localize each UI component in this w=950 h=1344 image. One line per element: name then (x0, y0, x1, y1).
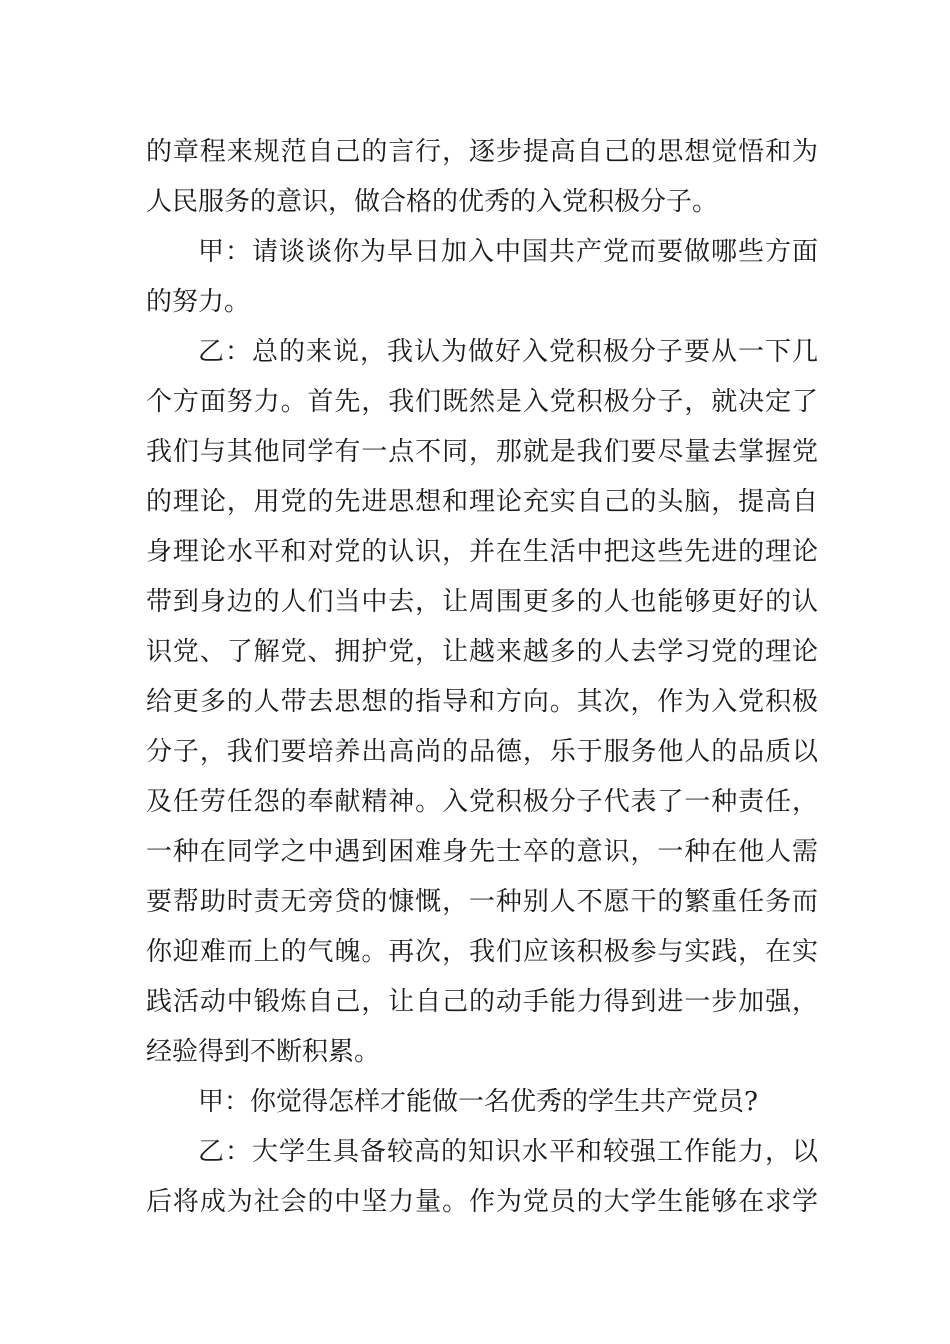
text-line: 分子，我们要培养出高尚的品德，乐于服务他人的品质以 (146, 737, 818, 767)
text-line: 经验得到不断积累。 (146, 1037, 381, 1067)
text-line: 识党、了解党、拥护党，让越来越多的人去学习党的理论 (146, 637, 818, 667)
text-line: 及任劳任怨的奉献精神。入党积极分子代表了一种责任， (146, 787, 818, 817)
text-line: 践活动中锻炼自己，让自己的动手能力得到进一步加强， (146, 987, 818, 1017)
text-line: 身理论水平和对党的认识，并在生活中把这些先进的理论 (146, 537, 818, 567)
text-line: 后将成为社会的中坚力量。作为党员的大学生能够在求学 (146, 1187, 818, 1217)
text-line: 的理论，用党的先进思想和理论充实自己的头脑，提高自 (146, 487, 818, 517)
text-line: 我们与其他同学有一点不同，那就是我们要尽量去掌握党 (146, 437, 818, 467)
document-body (146, 127, 818, 1227)
text-line: 给更多的人带去思想的指导和方向。其次，作为入党积极 (146, 687, 818, 717)
text-line: 带到身边的人们当中去，让周围更多的人也能够更好的认 (146, 587, 818, 617)
text-line: 的努力。 (146, 287, 251, 317)
paragraph-first-line: 乙：总的来说，我认为做好入党积极分子要从一下几 (198, 337, 818, 367)
paragraph-first-line: 甲：请谈谈你为早日加入中国共产党而要做哪些方面 (198, 237, 818, 267)
text-line: 一种在同学之中遇到困难身先士卒的意识，一种在他人需 (146, 837, 818, 867)
paragraph-first-line: 甲：你觉得怎样才能做一名优秀的学生共产党员? (198, 1087, 758, 1117)
text-line: 要帮助时责无旁贷的慷慨，一种别人不愿干的繁重任务而 (146, 887, 818, 917)
text-line: 你迎难而上的气魄。再次，我们应该积极参与实践，在实 (146, 937, 818, 967)
text-line: 人民服务的意识，做合格的优秀的入党积极分子。 (146, 187, 719, 217)
paragraph-first-line: 乙：大学生具备较高的知识水平和较强工作能力，以 (198, 1137, 818, 1167)
text-line: 个方面努力。首先，我们既然是入党积极分子，就决定了 (146, 387, 818, 417)
text-line: 的章程来规范自己的言行，逐步提高自己的思想觉悟和为 (146, 137, 818, 167)
